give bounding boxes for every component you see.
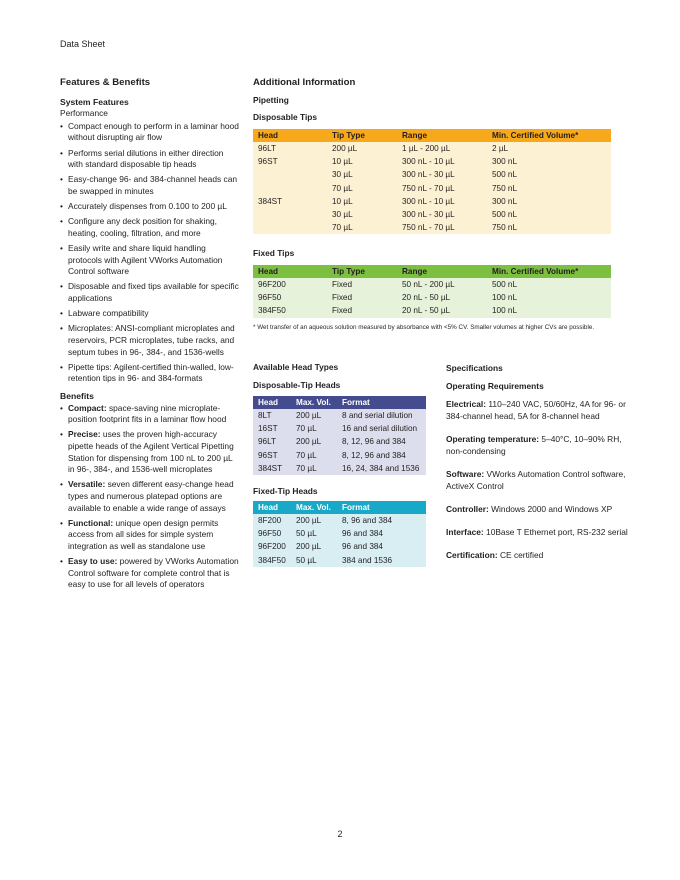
features-title: Features & Benefits <box>60 77 151 88</box>
table-cell: 384ST <box>253 462 291 475</box>
benefit-lead: Compact: <box>68 402 107 413</box>
list-item <box>60 429 240 475</box>
table-cell: 96 and 384 <box>337 527 426 540</box>
table-header-row <box>253 129 611 142</box>
benefit-text: unique open design permits access from all sides for simple system integration as well as standalone use <box>68 517 219 551</box>
table-cell: 50 nL - 200 µL <box>397 278 487 291</box>
table-cell: 30 µL <box>327 168 397 181</box>
spec-item <box>446 526 631 538</box>
list-item: • Labware compatibility <box>60 308 240 320</box>
table-cell: 96F200 <box>253 278 327 291</box>
table-cell: 384F50 <box>253 554 291 567</box>
table-cell: 50 µL <box>291 527 337 540</box>
table-cell <box>253 208 327 221</box>
table-row <box>253 435 426 448</box>
table-cell: 70 µL <box>291 449 337 462</box>
spec-item <box>446 468 631 492</box>
table-cell: 8LT <box>253 409 291 422</box>
table-cell: 8F200 <box>253 514 291 527</box>
disposable-tips-table <box>253 129 611 234</box>
spec-value: 110–240 VAC, 50/60Hz, 4A for 96- or 384-channel head, 5A for 8-channel head <box>446 399 626 421</box>
list-item: • Easy-change 96- and 384-channel heads can be swapped in minutes <box>60 174 240 197</box>
table-row <box>253 221 611 234</box>
column-header: Format <box>337 396 426 409</box>
benefit-text: seven different easy-change head types and numerous platepad options are available to enable a wide range of assays <box>68 479 234 513</box>
table-cell: 100 nL <box>487 304 611 317</box>
benefit-text: uses the proven high-accuracy pipette heads of the Agilent Vertical Pipetting Station for dispensing from 100 nL to 200 µL in 96-, 384-, and 1536-well microplates <box>68 429 234 475</box>
table-row <box>253 182 611 195</box>
table-header-row <box>253 501 426 514</box>
table-row <box>253 409 426 422</box>
fixed-heads-title: Fixed-Tip Heads <box>253 486 318 496</box>
column-header: Max. Vol. <box>291 501 337 514</box>
fixed-heads-table <box>253 501 426 567</box>
table-cell: 10 µL <box>327 155 397 168</box>
benefits-list <box>60 403 240 591</box>
column-header: Head <box>253 129 327 142</box>
table-row <box>253 168 611 181</box>
disposable-heads-table <box>253 396 426 475</box>
table-cell: Fixed <box>327 278 397 291</box>
table-cell: 50 µL <box>291 554 337 567</box>
spec-label: Controller: <box>446 504 489 514</box>
table-cell: 200 µL <box>291 435 337 448</box>
spec-item <box>446 398 631 422</box>
document-header: Data Sheet <box>60 39 106 49</box>
list-item <box>60 556 240 591</box>
table-cell: 500 nL <box>487 168 611 181</box>
table-row <box>253 304 611 317</box>
table-cell: 200 µL <box>291 514 337 527</box>
table-cell: 300 nL <box>487 195 611 208</box>
system-features-list <box>60 121 240 385</box>
table-row <box>253 514 426 527</box>
table-cell: 8, 12, 96 and 384 <box>337 449 426 462</box>
table-cell: 384ST <box>253 195 327 208</box>
table-cell: 300 nL - 30 µL <box>397 208 487 221</box>
list-item: • Pipette tips: Agilent-certified thin-walled, low-retention tips in 96- and 384-formats <box>60 362 240 385</box>
list-item: • Compact enough to perform in a laminar hood without disrupting air flow <box>60 121 240 144</box>
fixed-tips-table <box>253 265 611 318</box>
list-item <box>60 479 240 514</box>
table-cell <box>253 182 327 195</box>
table-cell: 96LT <box>253 142 327 155</box>
operating-requirements-title: Operating Requirements <box>446 381 544 391</box>
table-row <box>253 278 611 291</box>
table-cell: 8, 96 and 384 <box>337 514 426 527</box>
table-cell: 2 µL <box>487 142 611 155</box>
column-header: Range <box>397 129 487 142</box>
disposable-tips-title: Disposable Tips <box>253 112 318 122</box>
table-cell: 20 nL - 50 µL <box>397 304 487 317</box>
table-cell: 70 µL <box>291 462 337 475</box>
table-row <box>253 422 426 435</box>
column-header: Head <box>253 265 327 278</box>
specifications-column <box>446 362 631 572</box>
benefits-title: Benefits <box>60 391 94 401</box>
table-row <box>253 527 426 540</box>
table-cell: 10 µL <box>327 195 397 208</box>
table-cell: 200 µL <box>291 540 337 553</box>
table-cell: Fixed <box>327 304 397 317</box>
table-cell: 96F50 <box>253 527 291 540</box>
column-header: Min. Certified Volume* <box>487 265 611 278</box>
table-cell: 384 and 1536 <box>337 554 426 567</box>
column-header: Tip Type <box>327 129 397 142</box>
table-cell: 750 nL - 70 µL <box>397 221 487 234</box>
spec-label: Interface: <box>446 527 484 537</box>
list-item: • Easily write and share liquid handling protocols with Agilent VWorks Automation Control software <box>60 243 240 278</box>
spec-label: Electrical: <box>446 399 487 409</box>
benefit-lead: Precise: <box>68 429 101 440</box>
table-cell: 96F50 <box>253 291 327 304</box>
page-number: 2 <box>337 829 343 839</box>
table-row <box>253 195 611 208</box>
table-cell: 30 µL <box>327 208 397 221</box>
table-cell: 1 µL - 200 µL <box>397 142 487 155</box>
table-cell: 750 nL - 70 µL <box>397 182 487 195</box>
pipetting-title: Pipetting <box>253 95 289 105</box>
table-cell: 300 nL - 10 µL <box>397 195 487 208</box>
spec-label: Software: <box>446 469 485 479</box>
additional-info-title: Additional Information <box>253 77 356 88</box>
table-cell: 70 µL <box>327 221 397 234</box>
list-item <box>60 518 240 553</box>
table-row <box>253 142 611 155</box>
spec-label: Certification: <box>446 550 498 560</box>
table-cell: 96F200 <box>253 540 291 553</box>
table-cell: 16 and serial dilution <box>337 422 426 435</box>
table-cell: 8 and serial dilution <box>337 409 426 422</box>
list-item: • Accurately dispenses from 0.100 to 200 µL <box>60 201 240 213</box>
table-cell: 70 µL <box>327 182 397 195</box>
benefit-lead: Easy to use: <box>68 556 118 567</box>
column-header: Max. Vol. <box>291 396 337 409</box>
benefit-text: space-saving nine microplate-position footprint fits in a laminar flow hood <box>68 402 227 425</box>
table-row <box>253 462 426 475</box>
table-cell: 500 nL <box>487 278 611 291</box>
table-row <box>253 208 611 221</box>
table-cell: 200 µL <box>327 142 397 155</box>
column-header: Head <box>253 501 291 514</box>
table-cell: 96 and 384 <box>337 540 426 553</box>
column-header: Range <box>397 265 487 278</box>
fixed-tips-title: Fixed Tips <box>253 248 295 258</box>
table-row <box>253 554 426 567</box>
spec-item <box>446 433 631 457</box>
list-item: • Configure any deck position for shaking, heating, cooling, filtration, and more <box>60 216 240 239</box>
features-column <box>60 77 240 594</box>
disposable-heads-title: Disposable-Tip Heads <box>253 380 341 390</box>
spec-item <box>446 549 631 561</box>
table-cell: 300 nL - 10 µL <box>397 155 487 168</box>
table-cell: 750 nL <box>487 221 611 234</box>
spec-value: Windows 2000 and Windows XP <box>488 504 613 514</box>
table-cell: 16, 24, 384 and 1536 <box>337 462 426 475</box>
column-header: Format <box>337 501 426 514</box>
footnote: * Wet transfer of an aqueous solution measured by absorbance with <5% CV. Smaller volumes at higher CVs are possible. <box>253 324 595 331</box>
benefit-lead: Versatile: <box>68 479 106 490</box>
column-header: Head <box>253 396 291 409</box>
table-cell: 300 nL <box>487 155 611 168</box>
table-cell: 70 µL <box>291 422 337 435</box>
table-cell: 96ST <box>253 155 327 168</box>
table-cell: 96ST <box>253 449 291 462</box>
table-cell: 750 nL <box>487 182 611 195</box>
table-row <box>253 540 426 553</box>
benefit-text: powered by VWorks Automation Control software for complete control that is easy to use for all levels of operators <box>68 556 239 590</box>
table-header-row <box>253 396 426 409</box>
spec-value: CE certified <box>497 550 544 560</box>
table-cell: 8, 12, 96 and 384 <box>337 435 426 448</box>
table-header-row <box>253 265 611 278</box>
table-row <box>253 155 611 168</box>
list-item <box>60 403 240 426</box>
spec-label: Operating temperature: <box>446 434 540 444</box>
table-row <box>253 449 426 462</box>
spec-value: 10Base T Ethernet port, RS-232 serial <box>483 527 628 537</box>
table-cell: 20 nL - 50 µL <box>397 291 487 304</box>
list-item: • Performs serial dilutions in either direction with standard disposable tip heads <box>60 148 240 171</box>
performance-label: Performance <box>60 108 108 119</box>
table-cell <box>253 221 327 234</box>
spec-value: VWorks Automation Control software, ActiveX Control <box>446 469 626 491</box>
table-cell <box>253 168 327 181</box>
specifications-title: Specifications <box>446 363 503 373</box>
list-item: • Disposable and fixed tips available for specific applications <box>60 281 240 304</box>
table-cell: 300 nL - 30 µL <box>397 168 487 181</box>
table-cell: 96LT <box>253 435 291 448</box>
system-features-title: System Features <box>60 96 129 107</box>
table-cell: 500 nL <box>487 208 611 221</box>
spec-item <box>446 503 631 515</box>
head-types-title: Available Head Types <box>253 362 339 372</box>
table-cell: 384F50 <box>253 304 327 317</box>
table-cell: 16ST <box>253 422 291 435</box>
column-header: Tip Type <box>327 265 397 278</box>
spec-value: 5–40°C, 10–90% RH, non-condensing <box>446 434 622 456</box>
list-item: • Microplates: ANSI-compliant microplates and reservoirs, PCR microplates, tube racks, and septum tubes in 96-, 384-, and 1536-wells <box>60 323 240 358</box>
table-cell: 100 nL <box>487 291 611 304</box>
table-row <box>253 291 611 304</box>
column-header: Min. Certified Volume* <box>487 129 611 142</box>
table-cell: 200 µL <box>291 409 337 422</box>
table-cell: Fixed <box>327 291 397 304</box>
benefit-lead: Functional: <box>68 517 114 528</box>
